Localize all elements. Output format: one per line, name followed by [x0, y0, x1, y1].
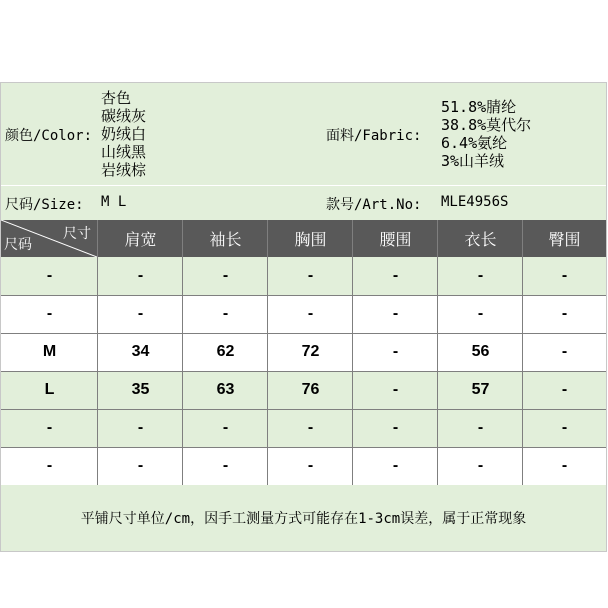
row-divider [1, 333, 606, 334]
value-cell: - [477, 305, 484, 322]
value-cell: 63 [216, 381, 235, 398]
value-cell: - [307, 305, 314, 322]
size-chart [0, 82, 607, 552]
size-cell: - [46, 457, 53, 474]
table-row [1, 371, 606, 409]
column-header: 衣长 [464, 230, 497, 249]
value-cell: 56 [471, 343, 490, 360]
art-label: 款号/Art.No: [326, 197, 422, 213]
column-header: 胸围 [294, 230, 327, 249]
value-cell: - [561, 381, 568, 398]
value-cell: - [137, 419, 144, 436]
value-cell: - [222, 419, 229, 436]
value-cell: - [307, 267, 314, 284]
size-art-section [1, 185, 606, 221]
column-divider [352, 220, 353, 485]
product-info-section [1, 83, 606, 185]
table-row [1, 447, 606, 485]
size-cell: M [42, 343, 57, 360]
value-cell: - [477, 419, 484, 436]
value-cell: - [392, 267, 399, 284]
column-header: 袖长 [209, 230, 242, 249]
row-divider [1, 371, 606, 372]
fabric-item: 6.4%氨纶 [441, 134, 508, 152]
column-divider [267, 220, 268, 485]
value-cell: - [392, 457, 399, 474]
row-divider [1, 409, 606, 410]
size-cell: - [46, 305, 53, 322]
value-cell: 35 [131, 381, 150, 398]
value-cell: - [392, 381, 399, 398]
corner-cell [1, 220, 97, 257]
column-header: 肩宽 [124, 230, 157, 249]
column-divider [522, 220, 523, 485]
table-row [1, 333, 606, 371]
value-cell: - [477, 457, 484, 474]
value-cell: - [561, 267, 568, 284]
value-cell: - [222, 305, 229, 322]
size-label: 尺码/Size: [5, 197, 84, 213]
fabric-list [441, 98, 531, 170]
fabric-item: 38.8%莫代尔 [441, 116, 532, 134]
value-cell: - [392, 419, 399, 436]
corner-label-measure: 尺寸 [63, 226, 91, 242]
value-cell: - [307, 457, 314, 474]
table-row [1, 295, 606, 333]
value-cell: - [137, 457, 144, 474]
size-cell: - [46, 267, 53, 284]
column-header: 腰围 [379, 230, 412, 249]
value-cell: - [307, 419, 314, 436]
value-cell: - [392, 305, 399, 322]
row-divider [1, 447, 606, 448]
value-cell: - [561, 305, 568, 322]
value-cell: 72 [301, 343, 320, 360]
corner-label-size: 尺码 [4, 237, 32, 253]
value-cell: - [561, 343, 568, 360]
art-number: MLE4956S [441, 194, 509, 210]
table-row [1, 257, 606, 295]
value-cell: - [222, 267, 229, 284]
column-divider [182, 220, 183, 485]
column-divider [97, 220, 98, 485]
row-divider [1, 295, 606, 296]
value-cell: - [561, 419, 568, 436]
value-cell: 34 [131, 343, 150, 360]
value-cell: 62 [216, 343, 235, 360]
measurement-note: 平铺尺寸单位/cm，因手工测量方式可能存在1-3cm误差，属于正常现象 [1, 485, 606, 551]
value-cell: - [137, 305, 144, 322]
size-cell: L [44, 381, 55, 398]
size-values: M L [101, 194, 127, 210]
fabric-item: 3%山羊绒 [441, 152, 505, 170]
color-list [101, 89, 146, 179]
value-cell: - [477, 267, 484, 284]
color-item: 山绒黑 [101, 143, 147, 161]
table-row [1, 409, 606, 447]
color-item: 碳绒灰 [101, 107, 147, 125]
column-header: 臀围 [548, 230, 581, 249]
column-divider [437, 220, 438, 485]
color-item: 奶绒白 [101, 125, 147, 143]
value-cell: - [392, 343, 399, 360]
value-cell: 76 [301, 381, 320, 398]
size-cell: - [46, 419, 53, 436]
color-label: 颜色/Color: [5, 128, 93, 144]
color-item: 岩绒棕 [101, 161, 147, 179]
fabric-label: 面料/Fabric: [326, 128, 422, 144]
value-cell: - [561, 457, 568, 474]
fabric-item: 51.8%腈纶 [441, 98, 517, 116]
table-header [1, 220, 606, 257]
color-item: 杏色 [101, 89, 132, 107]
value-cell: - [222, 457, 229, 474]
value-cell: - [137, 267, 144, 284]
value-cell: 57 [471, 381, 490, 398]
